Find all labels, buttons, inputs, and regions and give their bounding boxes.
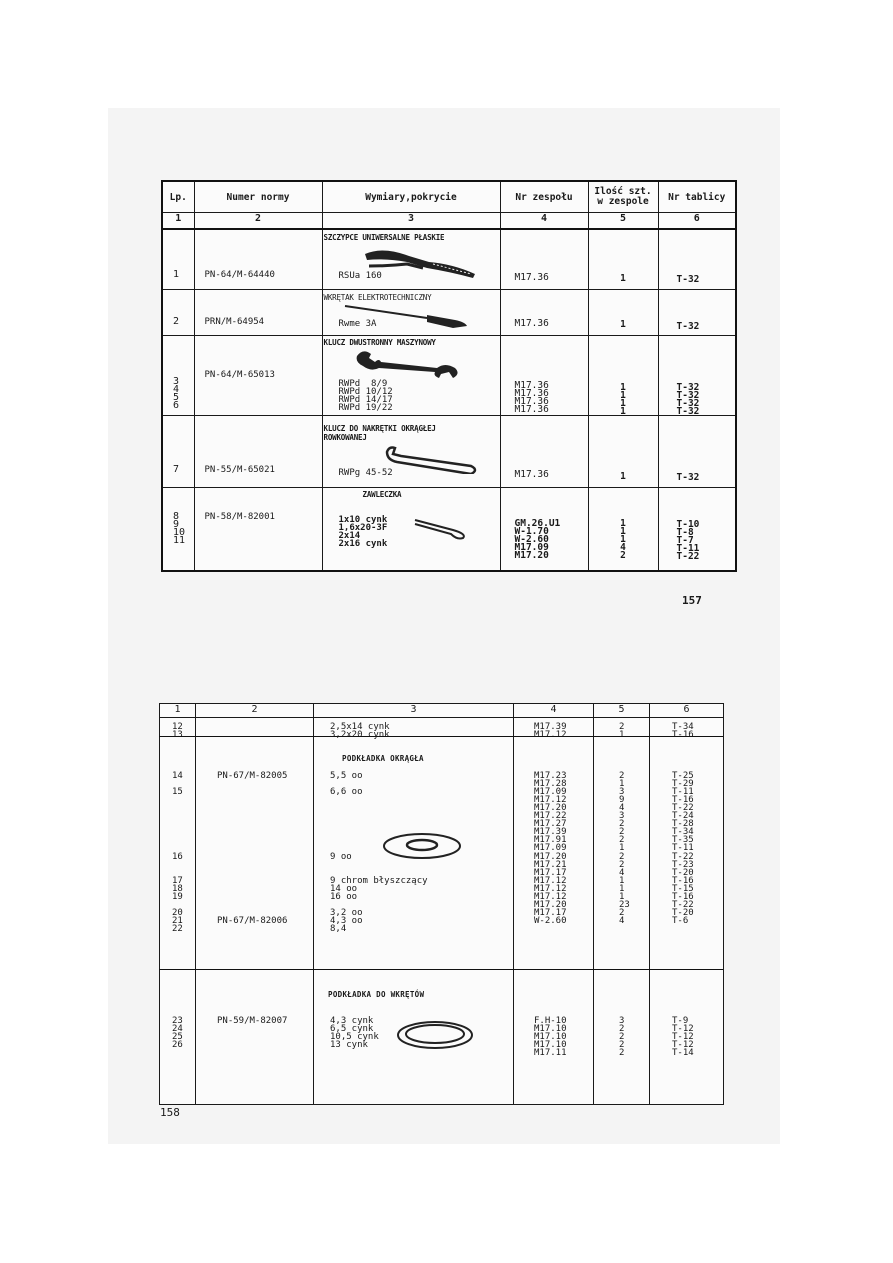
table-number: T-32: [676, 471, 700, 483]
section-heading-round-washer: PODKŁADKA OKRĄGŁA: [342, 754, 424, 763]
assembly-number: M17.36: [514, 317, 549, 329]
row-lp: 3 4 5 6: [173, 375, 180, 411]
assembly-number: M17.36: [514, 468, 549, 480]
col-number: 5: [594, 704, 650, 718]
col-number: 1: [162, 213, 194, 230]
assembly-number: M17.36: [514, 272, 549, 283]
norm-number: PN-64/M-64440: [204, 270, 275, 280]
assembly-number: M17.36 M17.36 M17.36 M17.36: [514, 379, 549, 415]
part-caption: KLUCZ DO NAKRĘTKI OKRĄGŁEJ ROWKOWANEJ: [323, 423, 436, 442]
col-number: 3: [322, 213, 500, 230]
part-caption: KLUCZ DWUSTRONNY MASZYNOWY: [323, 337, 436, 347]
col-number: 6: [650, 704, 724, 718]
col-number: 4: [514, 704, 594, 718]
section-heading-screw-washer: PODKŁADKA DO WKRĘTÓW: [328, 990, 425, 999]
col-number: 5: [588, 213, 658, 230]
table-row: [162, 229, 736, 289]
assembly-column-a: M17.39 M17.12 M17.23 M17.28 M17.09 M17.12 M17.20 M17.22 M17.27 M17.39 M17.91 M17.09 M17.20 M17.21 M17.17 M17.12 M17.12 M17.12 M17.20 M17.17 W-2.60: [534, 722, 567, 927]
norm-number: PN-58/M-82001: [204, 511, 275, 522]
hook-spanner-icon: [383, 446, 479, 474]
part-dimensions: Rwme 3A: [338, 318, 377, 329]
quantity: 1: [620, 273, 626, 284]
quantity: 1: [620, 318, 626, 330]
quantity-column-b: 3 2 2 2 2: [619, 1016, 625, 1059]
table-row: [162, 335, 736, 415]
part-caption: WKRĘTAK ELEKTROTECHNICZNY: [323, 292, 432, 302]
row-lp: 7: [173, 463, 180, 475]
table-number: T-10 T-8 T-7 T-11 T-22: [676, 518, 700, 562]
round-washer-icon: [382, 832, 462, 860]
dims-column-a: 2,5x14 cynk 3,2x20 cynk 5,5 oo 6,6 oo 9 oo 9 chrom błyszczący 14 oo 16 oo 3,2 oo 4,3 oo 8,4: [330, 722, 428, 935]
col-number: 2: [196, 704, 314, 718]
part-dimensions: 1x10 cynk 1,6x20-3F 2x14 2x16 cynk: [338, 514, 388, 549]
table-column-a: T-34 T-16 T-25 T-29 T-11 T-16 T-22 T-24 T-28 T-34 T-35 T-11 T-22 T-23 T-20 T-16 T-15 T-16 T-22 T-20 T-6: [672, 722, 694, 927]
header-dimensions: Wymiary,pokrycie: [322, 181, 500, 213]
row-lp: 2: [173, 315, 180, 327]
col-number: 6: [658, 213, 736, 230]
part-dimensions: RWPg 45-52: [338, 467, 393, 478]
section-divider: [159, 969, 723, 970]
part-caption: SZCZYPCE UNIWERSALNE PŁASKIE: [323, 233, 445, 242]
table-number: T-32: [676, 274, 700, 285]
header-assembly-number: Nr zespołu: [500, 181, 588, 213]
page-number: 157: [682, 594, 702, 607]
norm-number: PN-55/M-65021: [204, 464, 275, 475]
header-norm-number: Numer normy: [194, 181, 322, 213]
header-lp: Lp.: [162, 181, 194, 213]
wrench-icon: [353, 348, 463, 378]
col-number: 4: [500, 213, 588, 230]
dims-column-b: 4,3 cynk 6,5 cynk 10,5 cynk 13 cynk: [330, 1016, 379, 1051]
norm-column-a: PN-67/M-82005 PN-67/M-82006: [217, 770, 288, 927]
table-number: T-32: [676, 320, 700, 332]
row-lp: 1: [173, 269, 180, 280]
header-table-number: Nr tablicy: [658, 181, 736, 213]
col-number: 2: [194, 213, 322, 230]
table-row: [162, 415, 736, 487]
part-caption: ZAWLECZKA: [362, 489, 402, 499]
parts-table-page-157: [161, 180, 737, 572]
col-number: 1: [160, 704, 196, 718]
lp-column-a: 12 13 14 15 16 17 18 19 20 21 22: [172, 722, 183, 935]
screw-washer-icon: [396, 1020, 474, 1050]
part-dimensions: RWPd 8/9 RWPd 10/12 RWPd 14/17 RWPd 19/22: [338, 378, 393, 413]
quantity: 1 1 1 1: [620, 381, 626, 417]
quantity: 1 1 1 4 2: [620, 517, 626, 561]
norm-column-b: PN-59/M-82007: [217, 1016, 288, 1026]
table-column-b: T-9 T-12 T-12 T-12 T-14: [672, 1016, 694, 1059]
quantity: 1: [620, 470, 626, 482]
assembly-column-b: F.H-10 M17.10 M17.10 M17.10 M17.11: [534, 1016, 567, 1059]
quantity-column-a: 2 1 2 1 3 9 4 3 2 2 2 1 2 2 4 1 1 1 23 2 4: [619, 722, 630, 927]
lp-column-b: 23 24 25 26: [172, 1016, 183, 1051]
row-divider: [159, 736, 723, 737]
assembly-number: GM.26.U1 W-1.70 W-2.60 M17.09 M17.20: [514, 517, 561, 561]
parts-table-page-158: [159, 703, 724, 1105]
table-number: T-32 T-32 T-32 T-32: [676, 381, 700, 417]
col-number: 3: [314, 704, 514, 718]
row-lp: 8 9 10 11: [173, 510, 186, 546]
norm-number: PRN/M-64954: [204, 316, 265, 327]
page-number: 158: [160, 1106, 180, 1119]
norm-number: PN-64/M-65013: [204, 369, 275, 380]
table-row: [162, 289, 736, 335]
table-row: [162, 487, 736, 571]
cotter-pin-icon: [413, 516, 469, 540]
part-dimensions: RSUa 160: [338, 271, 382, 281]
header-quantity: Ilość szt. w zespole: [588, 181, 658, 213]
